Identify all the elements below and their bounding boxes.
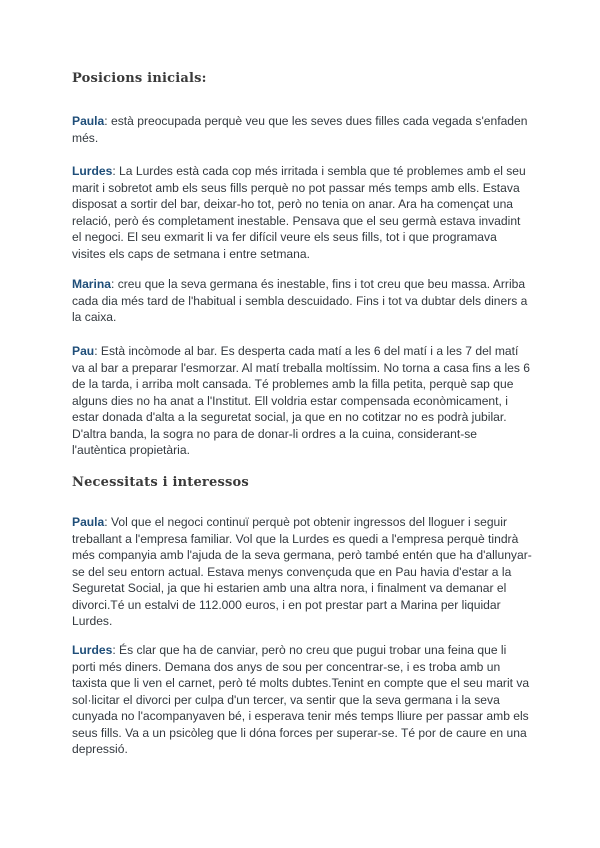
person-name: Paula [72,114,105,128]
person-name: Pau [72,344,95,358]
paragraph-text: : Està incòmode al bar. Es desperta cada matí a les 6 del matí i a les 7 del matí va al bar a preparar l'esmorzar. Al matí treballa moltíssim. No torna a casa fins a les 6 de la tarda, i arriba molt cansada. Té problemes amb la filla petita, perquè sap que alguns dies no ha anat a l'Institut. Ell voldria estar compensada econòmicament, i estar donada d'alta a la seguretat social, ja que en no cotitzar no es podrà jubilar. D'altra banda, la sogra no para de donar-li ordres a la cuina, considerant-se l'autèntica propietària. [72,344,531,457]
section-heading-needs-interests: Necessitats i interessos [72,475,249,490]
paragraph-pau-position [72,343,532,459]
paragraph-text: : està preocupada perquè veu que les seves dues filles cada vegada s'enfaden més. [72,114,528,145]
person-name: Lurdes [72,643,113,657]
section-heading-initial-positions: Posicions inicials: [72,71,207,86]
paragraph-text: : És clar que ha de canviar, però no creu que pugui trobar una feina que li porti més diners. Demana dos anys de sou per concentrar-se, i es troba amb un taxista que li ven el carnet, però té molts dubtes.Tenint en compte que el seu marit va sol·licitar el divorci per culpa d'un tercer, va sentir que la seva germana i la seva cunyada no l'acompanyaven bé, i esperava tenir més temps lliure per passar amb els seus fills. Va a un psicòleg que li dóna forces per superar-se. Té por de caure en una depressió. [72,643,530,756]
paragraph-text: : La Lurdes està cada cop més irritada i sembla que té problemes amb el seu marit i sobretot amb els seus fills perquè no pot passar més temps amb ells. Estava disposat a sortir del bar, deixar-ho tot, però no tenia on anar. Ara ha començat una relació, però és completament inestable. Pensava que el seu germà estava invadint el negoci. El seu exmarit li va fer difícil veure els seus fills, tot i que programava visites els caps de setmana i entre setmana. [72,164,526,261]
paragraph-text: : creu que la seva germana és inestable, fins i tot creu que beu massa. Arriba cada dia més tard de l'habitual i sembla descuidado. Fins i tot va dubtar dels diners a la caixa. [72,277,528,324]
paragraph-lurdes-needs [72,642,532,758]
person-name: Lurdes [72,164,113,178]
paragraph-paula-position [72,113,532,146]
paragraph-text: : Vol que el negoci continuï perquè pot obtenir ingressos del lloguer i seguir treballant a l'empresa familiar. Vol que la Lurdes es quedi a l'empresa perquè tindrà més companyia amb l'ajuda de la seva germana, però també entén que ha d'allunyar-se del seu entorn actual. Estava menys convençuda que en Pau havia d'estar a la Seguretat Social, ja que hi estarien amb una altra nora, i finalment va demanar el divorci.Té un estalvi de 112.000 euros, i en pot prestar part a Marina per liquidar Lurdes. [72,515,532,628]
person-name: Paula [72,515,105,529]
paragraph-paula-needs [72,514,532,630]
person-name: Marina [72,277,111,291]
paragraph-marina-position [72,276,532,326]
paragraph-lurdes-position [72,163,532,262]
